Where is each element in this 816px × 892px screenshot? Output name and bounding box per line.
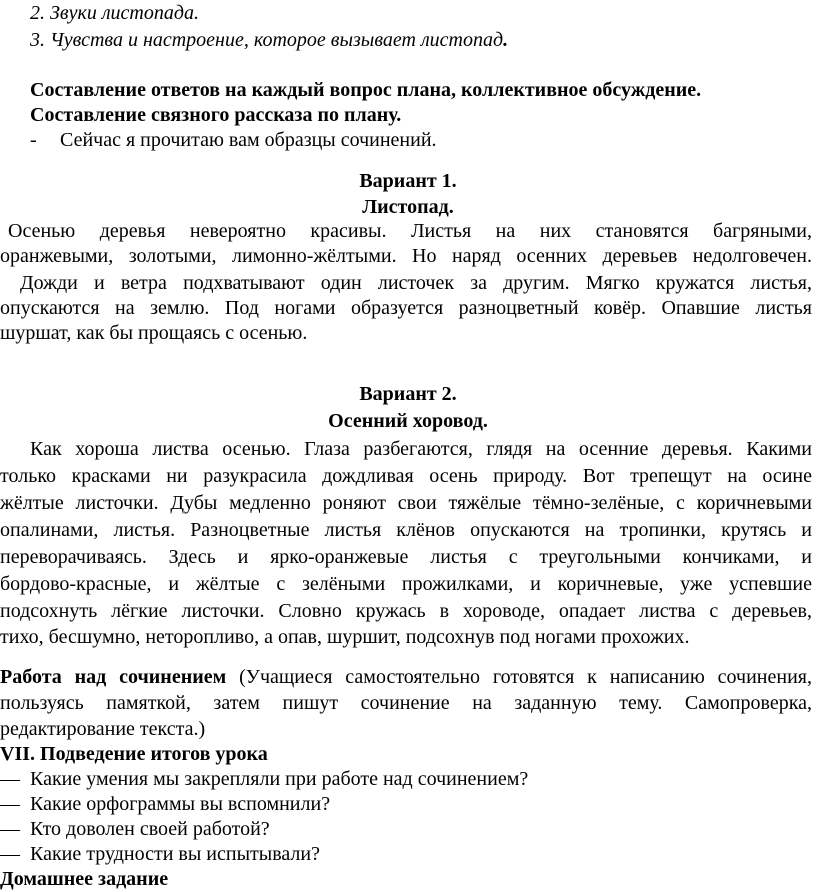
question-dash: — — [0, 843, 20, 865]
variant-1-line: оранжевыми, золотыми, лимонно-жёлтыми. Но наряд осенних деревьев недолговечен. — [0, 245, 812, 267]
variant-1-line: шуршат, как бы прощаясь с осенью. — [0, 322, 308, 344]
question-dash: — — [0, 818, 20, 840]
variant-2-line: переворачиваясь. Здесь и ярко-оранжевые листья с треугольными кончиками, и — [0, 546, 812, 568]
summary-question — [0, 766, 816, 792]
instruction-line-2: Составление связного рассказа по плану. — [30, 104, 402, 126]
question-dash: — — [0, 793, 20, 815]
work-line-2: пользуясь памяткой, затем пишут сочинение на заданную тему. Самопроверка, — [0, 692, 812, 714]
plan-item-3 — [30, 27, 816, 53]
variant-2-line: только красками ни разукрасила дождливая осень природу. Вот трепещут на осине — [0, 465, 812, 487]
work-heading: Работа над сочинением — [0, 666, 227, 688]
variant-1-line: Дожди и ветра подхватывают один листочек за другим. Мягко кружатся листья, — [20, 272, 812, 294]
plan-item-3-dot: . — [503, 29, 509, 51]
plan-item-3-text: 3. Чувства и настроение, которое вызывает листопад — [30, 29, 504, 51]
variant-2-line: тихо, бесшумно, неторопливо, а опав, шуршит, подсохнув под ногами прохожих. — [0, 626, 690, 648]
question-dash: — — [0, 768, 20, 790]
read-aloud-text: Сейчас я прочитаю вам образцы сочинений. — [60, 129, 437, 151]
read-aloud-dash: - — [30, 129, 37, 151]
variant-2-title: Осенний хоровод. — [328, 410, 488, 432]
variant-1-line: Осенью деревья невероятно красивы. Листья на них становятся багряными, — [8, 220, 812, 242]
work-line-1-text: (Учащиеся самостоятельно готовятся к написанию сочинения, — [226, 666, 812, 688]
instruction-line-1: Составление ответов на каждый вопрос плана, коллективное обсуждение. — [30, 79, 702, 101]
summary-question — [0, 791, 816, 817]
read-aloud-line — [30, 127, 816, 153]
variant-2-line: опалинами, листья. Разноцветные листья клёнов опускаются на тропинки, крутясь и — [0, 519, 812, 541]
plan-item-2: 2. Звуки листопада. — [30, 2, 199, 24]
question-text: Какие умения мы закрепляли при работе над сочинением? — [30, 768, 529, 790]
variant-2-line: Как хороша листва осенью. Глаза разбегаются, глядя на осенние деревья. Какими — [30, 438, 812, 460]
homework-heading: Домашнее задание — [0, 868, 169, 890]
variant-1-line: опускаются на землю. Под ногами образуется разноцветный ковёр. Опавшие листья — [0, 297, 812, 319]
variant-2-line: подсохнуть лёгкие листочки. Словно кружась в хороводе, опадает листва с деревьев, — [0, 600, 812, 622]
variant-1-title: Листопад. — [362, 196, 454, 218]
work-line-3: редактирование текста.) — [0, 718, 206, 740]
summary-heading: VII. Подведение итогов урока — [0, 743, 268, 765]
question-text: Какие орфограммы вы вспомнили? — [30, 793, 331, 815]
variant-2-label: Вариант 2. — [359, 383, 457, 405]
variant-1-label: Вариант 1. — [359, 170, 457, 192]
work-line-1 — [0, 664, 812, 690]
variant-2-line: жёлтые листочки. Дубы медленно роняют свои тяжёлые тёмно-зелёные, с коричневыми — [0, 492, 812, 514]
summary-question — [0, 816, 816, 842]
variant-2-line: бордово-красные, и жёлтые с зелёными прожилками, и коричневые, уже успевшие — [0, 573, 812, 595]
question-text: Кто доволен своей работой? — [30, 818, 270, 840]
summary-question — [0, 841, 816, 867]
question-text: Какие трудности вы испытывали? — [30, 843, 320, 865]
